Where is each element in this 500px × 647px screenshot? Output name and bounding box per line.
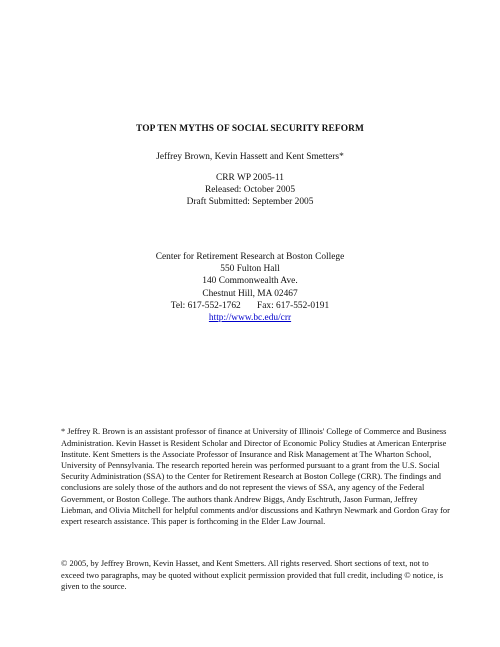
copyright-notice: © 2005, by Jeffrey Brown, Kevin Hasset, and Kent Smetters. All rights reserved. Short sections of text, not to exceed two paragraphs, may be quoted without explicit permission provided that full credit, including © notice, is given to the source. xyxy=(61,559,443,591)
address-line-1: 550 Fulton Hall xyxy=(220,264,280,275)
paper-title: TOP TEN MYTHS OF SOCIAL SECURITY REFORM xyxy=(136,124,364,134)
phone-fax-row xyxy=(0,300,500,312)
research-center-name: Center for Retirement Research at Boston College xyxy=(155,252,345,262)
paper-number: CRR WP 2005-11 xyxy=(216,173,284,183)
author-footnote: * Jeffrey R. Brown is an assistant professor of finance at University of Illinois' College of Commerce and Business Administration. Kevin Hasset is Resident Scholar and Director of Economic Policy Studies at American Enterprise Institute. Kent Smetters is the Associate Professor of Insurance and Risk Management at The Wharton School, University of Pennsylvania. The research reported herein was performed pursuant to a grant from the U.S. Social Security Administration (SSA) to the Center for Retirement Research at Boston College (CRR). The findings and conclusions are solely those of the authors and do not represent the views of SSA, any agency of the Federal Government, or Boston College. The authors thank Andrew Biggs, Andy Eschtruth, Jason Furman, Jeffrey Liebman, and Olivia Mitchell for helpful comments and/or discussions and Kathryn Newmark and Gordon Gray for expert research assistance. This paper is forthcoming in the Elder Law Journal. xyxy=(61,427,450,527)
fax-number: Fax: 617-552-0191 xyxy=(257,300,330,311)
research-center-contact xyxy=(0,251,500,324)
paper-details xyxy=(0,172,500,209)
release-date: Released: October 2005 xyxy=(204,185,296,196)
website-row xyxy=(0,312,500,324)
telephone-number: Tel: 617-552-1762 xyxy=(170,300,241,311)
author-list: Jeffrey Brown, Kevin Hassett and Kent Smetters* xyxy=(156,152,344,162)
address-line-2: 140 Commonwealth Ave. xyxy=(202,276,298,287)
draft-submitted-date: Draft Submitted: September 2005 xyxy=(186,197,314,208)
center-website-link[interactable]: http://www.bc.edu/crr xyxy=(208,313,292,324)
city-state-zip: Chestnut Hill, MA 02467 xyxy=(202,288,298,299)
